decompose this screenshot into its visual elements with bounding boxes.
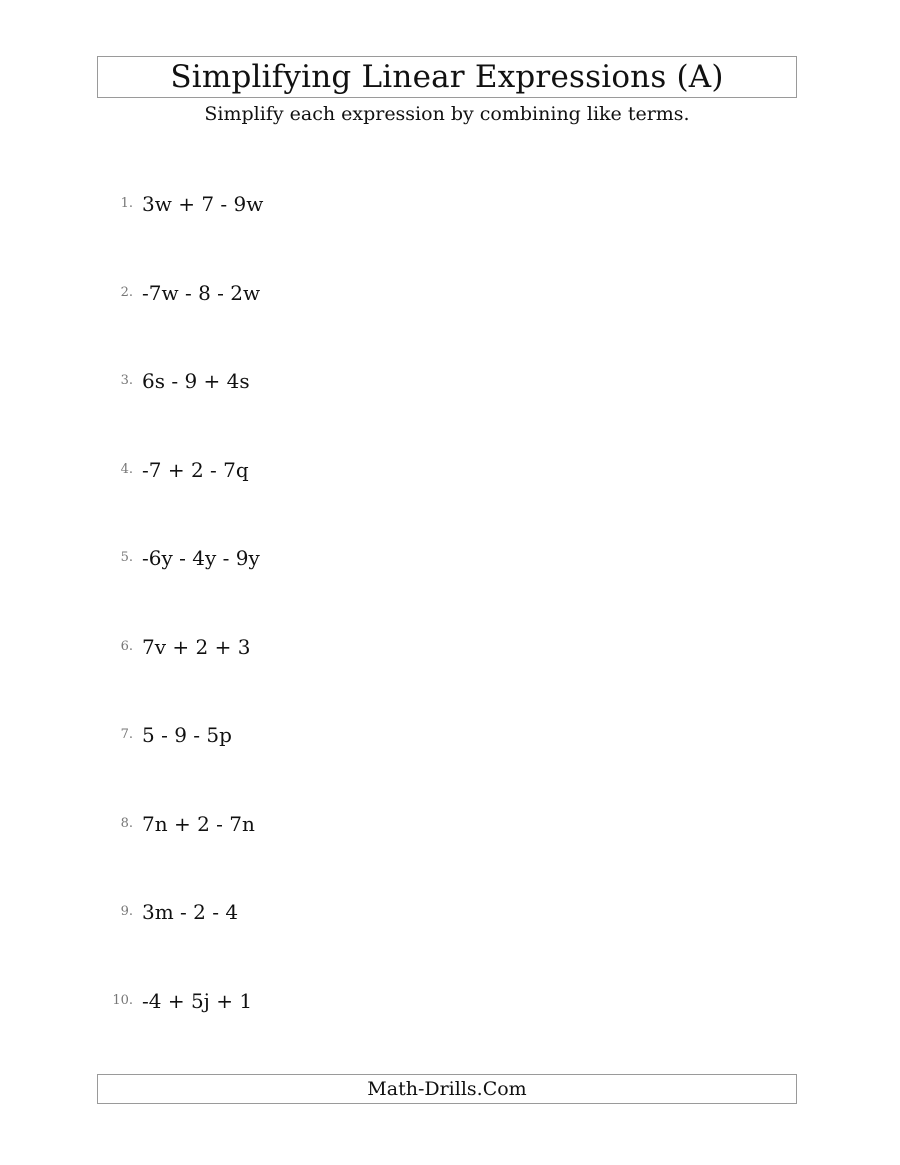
problem-item — [0, 723, 900, 753]
problem-number: 4. — [120, 462, 133, 477]
footer-box — [97, 1074, 797, 1104]
problem-item — [0, 192, 900, 222]
problem-item — [0, 281, 900, 311]
problem-item — [0, 635, 900, 665]
problem-expression: 6s - 9 + 4s — [142, 369, 250, 393]
problem-expression: 7n + 2 - 7n — [142, 812, 255, 836]
problem-expression: 7v + 2 + 3 — [142, 635, 251, 659]
problem-number: 8. — [120, 816, 133, 831]
problem-item — [0, 989, 900, 1019]
problem-number: 5. — [120, 550, 133, 565]
problem-number: 3. — [120, 373, 133, 388]
problem-expression: -6y - 4y - 9y — [142, 546, 260, 570]
problem-item — [0, 458, 900, 488]
footer-site-name: Math-Drills.Com — [367, 1077, 527, 1100]
problem-expression: -4 + 5j + 1 — [142, 989, 253, 1013]
problem-expression: -7w - 8 - 2w — [142, 281, 261, 305]
problem-number: 6. — [120, 639, 133, 654]
problem-expression: 5 - 9 - 5p — [142, 723, 232, 747]
problem-item — [0, 812, 900, 842]
problem-number: 1. — [120, 196, 133, 211]
problem-expression: 3m - 2 - 4 — [142, 900, 239, 924]
problem-expression: 3w + 7 - 9w — [142, 192, 264, 216]
problem-item — [0, 900, 900, 930]
problem-number: 2. — [120, 285, 133, 300]
instructions: Simplify each expression by combining like terms. — [204, 103, 690, 125]
problem-number: 10. — [112, 993, 133, 1008]
problem-expression: -7 + 2 - 7q — [142, 458, 249, 482]
problem-item — [0, 369, 900, 399]
problem-item — [0, 546, 900, 576]
problem-number: 7. — [120, 727, 133, 742]
page-title: Simplifying Linear Expressions (A) — [170, 58, 724, 95]
problem-number: 9. — [120, 904, 133, 919]
